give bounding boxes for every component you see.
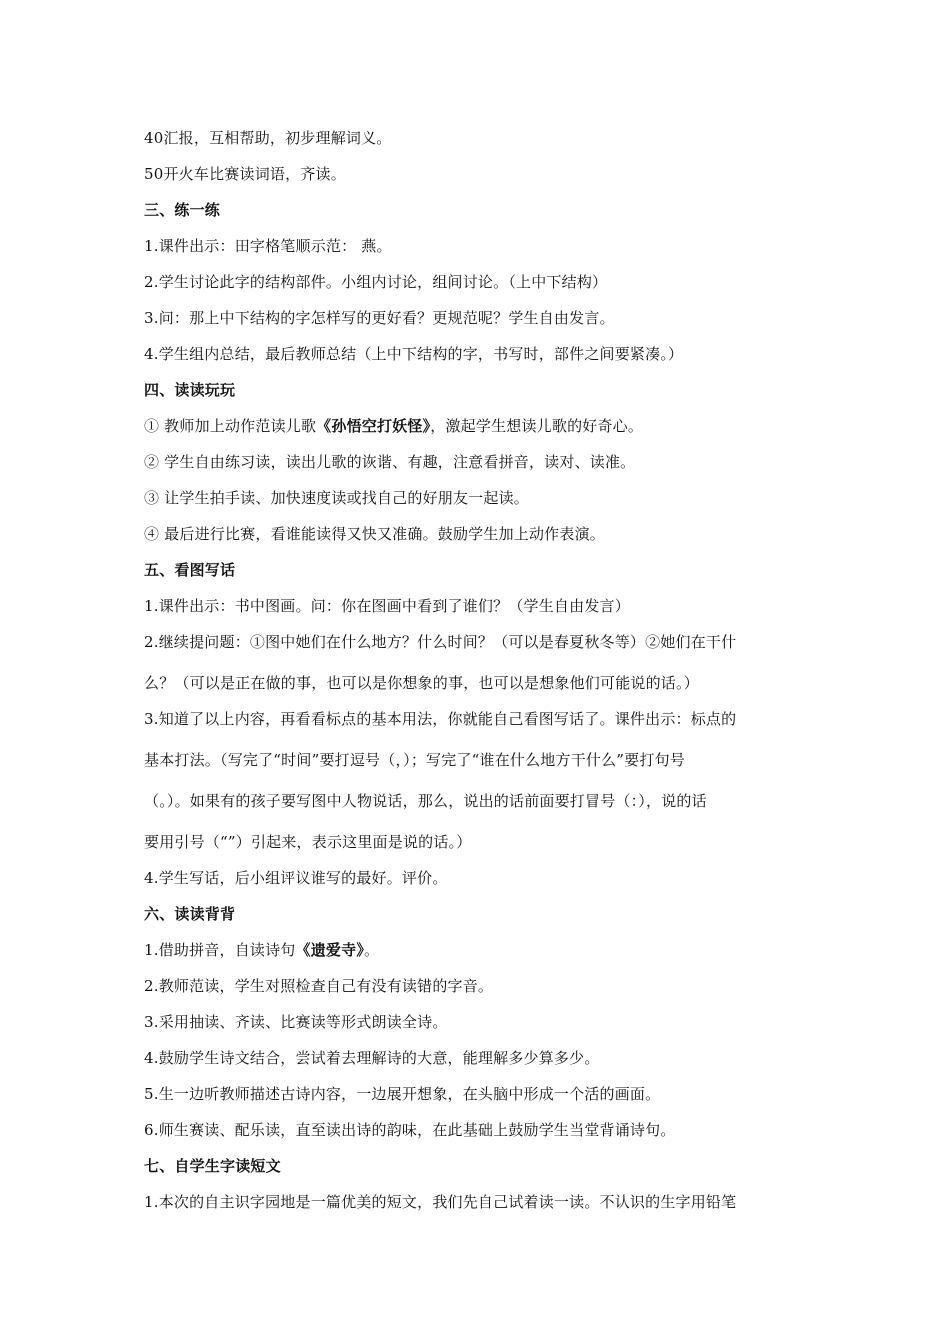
picture-writing-line-7: 要用引号（“”）引起来，表示这里面是说的话。） [144, 833, 472, 851]
recite-item-3: 3.采用抽读、齐读、比赛读等形式朗读全诗。 [144, 1013, 448, 1031]
poem-title: 《遗爱寺》 [295, 941, 365, 959]
practice-item-1: 1.课件出示：田字格笔顺示范： 燕。 [144, 237, 392, 255]
recite-item-1 [144, 940, 824, 960]
read-play-item-2: ② 学生自由练习读，读出儿歌的诙谐、有趣，注意看拼音，读对、读准。 [144, 453, 636, 471]
picture-writing-line-2: 2.继续提问题：①图中她们在什么地方？什么时间？（可以是春夏秋冬等）②她们在干什 [144, 633, 737, 651]
read-play-item-3: ③ 让学生拍手读、加快速度读或找自己的好朋友一起读。 [144, 489, 529, 507]
practice-item-4: 4.学生组内总结，最后教师总结（上中下结构的字，书写时，部件之间要紧凑。） [144, 345, 684, 363]
picture-writing-line-8: 4.学生写话，后小组评议谁写的最好。评价。 [144, 869, 448, 887]
section-heading-recite: 六、读读背背 [144, 905, 236, 923]
recite-item-5: 5.生一边听教师描述古诗内容，一边展开想象，在头脑中形成一个活的画面。 [144, 1085, 661, 1103]
practice-item-3: 3.问：那上中下结构的字怎样写的更好看？更规范呢？学生自由发言。 [144, 309, 615, 327]
picture-writing-line-3: 么？（可以是正在做的事，也可以是你想象的事，也可以是想象他们可能说的话。） [144, 674, 699, 692]
picture-writing-line-1: 1.课件出示：书中图画。问：你在图画中看到了谁们？（学生自由发言） [144, 597, 630, 615]
recite-item-1-pre: 1.借助拼音，自读诗句 [144, 941, 296, 959]
song-title: 《孙悟空打妖怪》 [316, 417, 431, 435]
recite-item-4: 4.鼓励学生诗文结合，尝试着去理解诗的大意，能理解多少算多少。 [144, 1049, 600, 1067]
read-play-item-1-pre: ① 教师加上动作范读儿歌 [144, 417, 317, 435]
picture-writing-line-6: （。）。如果有的孩子要写图中人物说话，那么，说出的话前面要打冒号（：），说的话 [144, 792, 707, 810]
section-heading-picture-writing: 五、看图写话 [144, 561, 236, 579]
section-heading-self-study: 七、自学生字读短文 [144, 1157, 281, 1175]
section-heading-read-play: 四、读读玩玩 [144, 381, 236, 399]
recite-item-2: 2.教师范读，学生对照检查自己有没有读错的字音。 [144, 977, 494, 995]
paragraph-item-5: 50开火车比赛读词语，齐读。 [144, 165, 346, 183]
practice-item-2: 2.学生讨论此字的结构部件。小组内讨论，组间讨论。（上中下结构） [144, 273, 608, 291]
section-heading-practice: 三、练一练 [144, 201, 221, 219]
picture-writing-line-4: 3.知道了以上内容，再看看标点的基本用法，你就能自己看图写话了。课件出示：标点的 [144, 710, 737, 728]
recite-item-6: 6.师生赛读、配乐读，直至读出诗的韵味，在此基础上鼓励学生当堂背诵诗句。 [144, 1121, 676, 1139]
recite-item-1-post: 。 [364, 941, 380, 959]
picture-writing-line-5: 基本打法。（写完了“时间”要打逗号（，）；写完了“谁在什么地方干什么”要打句号 [144, 751, 685, 769]
self-study-item-1: 1.本次的自主识字园地是一篇优美的短文，我们先自己试着读一读。不认识的生字用铅笔 [144, 1193, 737, 1211]
read-play-item-4: ④ 最后进行比赛，看谁能读得又快又准确。鼓励学生加上动作表演。 [144, 525, 605, 543]
paragraph-item-4: 40汇报，互相帮助，初步理解词义。 [144, 129, 392, 147]
read-play-item-1-post: ，激起学生想读儿歌的好奇心。 [430, 417, 644, 435]
read-play-item-1 [144, 416, 824, 436]
